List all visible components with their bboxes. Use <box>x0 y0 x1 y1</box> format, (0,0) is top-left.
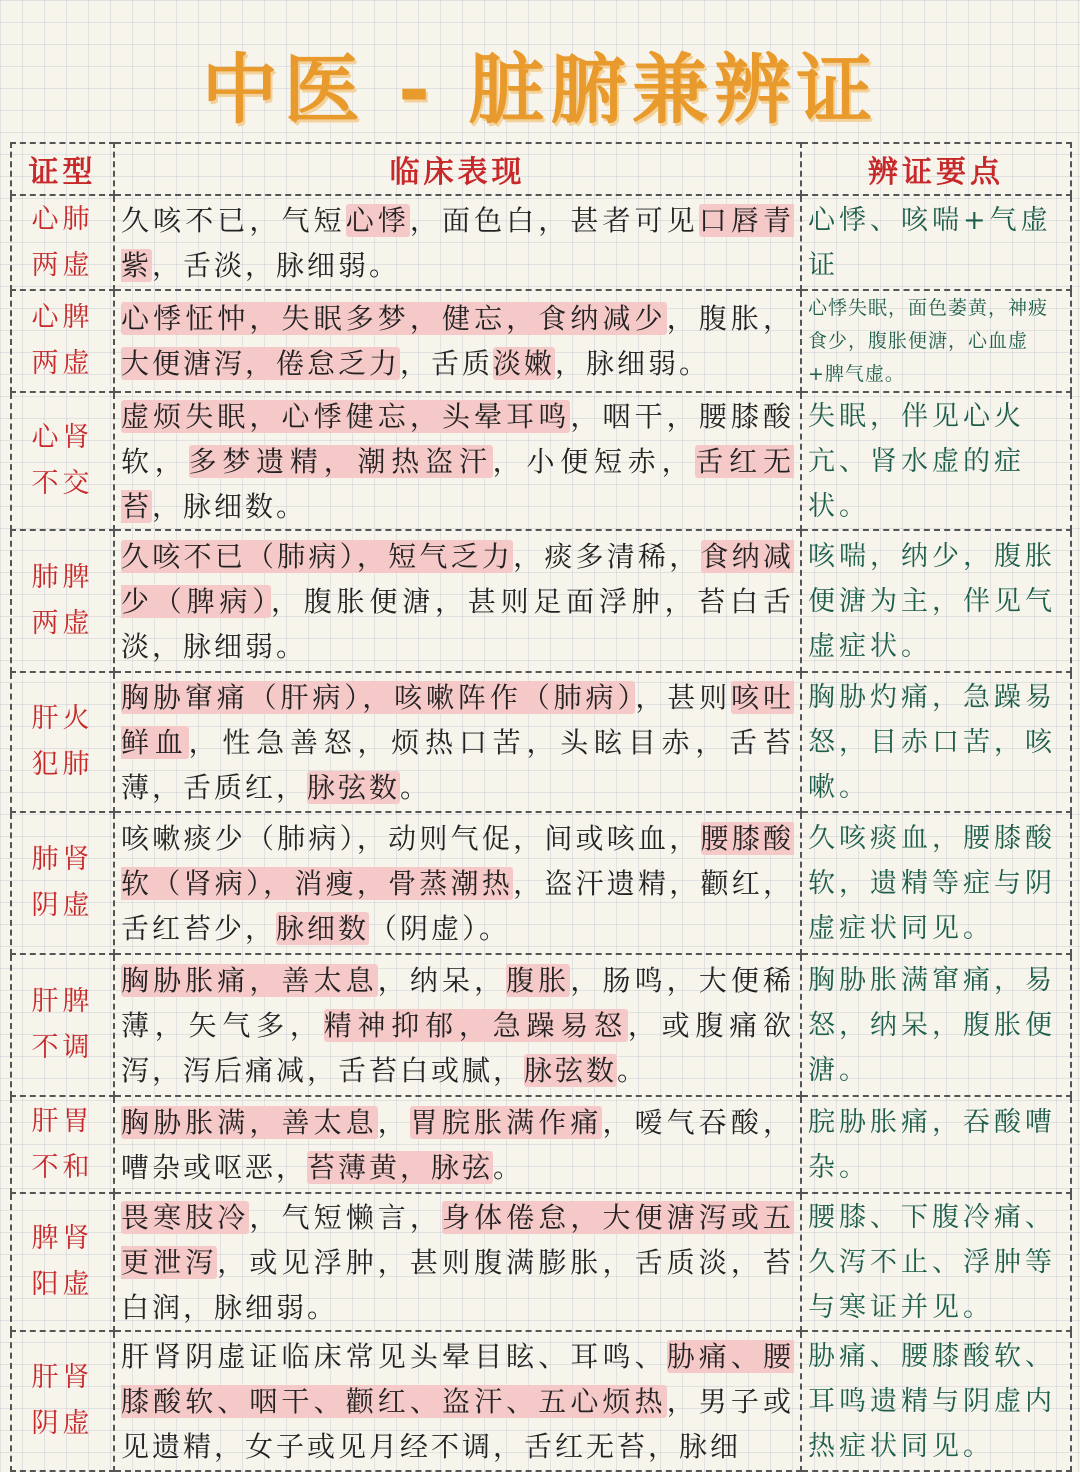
highlighted-symptom: 胸胁窜痛（肝病），咳嗽阵作（肺病） <box>121 680 636 714</box>
table-body <box>11 195 1071 1471</box>
highlighted-symptom: 胸胁胀痛，善太息 <box>121 963 378 997</box>
syndrome-type-line: 不交 <box>31 468 94 499</box>
symptom-text: ，腹胀便溏，甚则足面浮肿，苔白舌淡，脉细弱。 <box>121 584 794 663</box>
key-points-cell: 胸胁灼痛，急躁易怒，目赤口苦，咳嗽。 <box>801 672 1071 812</box>
syndrome-type-cell <box>11 1331 114 1471</box>
key-points-cell: 失眠，伴见心火亢、肾水虚的症状。 <box>801 392 1071 530</box>
symptom-text: 。 <box>400 770 432 804</box>
highlighted-symptom: 心悸怔忡，失眠多梦，健忘，食纳减少 <box>121 302 667 335</box>
table-row <box>11 195 1071 290</box>
symptom-text: 咳嗽痰少（肺病），动则气促，间或咳血， <box>121 821 701 855</box>
highlighted-symptom: 苔薄黄，脉弦 <box>307 1150 494 1184</box>
table-row <box>11 1193 1071 1331</box>
syndrome-type-cell <box>11 672 114 812</box>
symptom-text: ，舌淡，脉细弱。 <box>152 248 401 282</box>
symptom-text: ，男子或见遗精，女子或见月经不调，舌红无苔，脉细 <box>121 1384 794 1463</box>
symptom-text: ，咽干，腰膝酸软， <box>121 399 794 478</box>
syndrome-type-line: 阴虚 <box>31 890 94 921</box>
symptom-text: ，腹胀， <box>666 302 794 335</box>
table-row <box>11 530 1071 672</box>
highlighted-symptom: 心悸 <box>345 203 410 237</box>
symptom-text: ，面色白，甚者可见 <box>409 203 699 237</box>
key-points-cell: 脘胁胀痛，吞酸嘈杂。 <box>801 1096 1071 1193</box>
symptom-text: ，甚则 <box>635 680 732 714</box>
table-row <box>11 290 1071 392</box>
syndrome-type-cell <box>11 1193 114 1331</box>
symptom-text: ，或见浮肿，甚则腹满膨胀，舌质淡，苔白润，脉细弱。 <box>121 1245 794 1324</box>
symptom-text: ，气短懒言， <box>249 1200 442 1234</box>
syndrome-type-line: 肺肾 <box>31 844 94 875</box>
symptom-text: 久咳不已，气短 <box>121 203 346 237</box>
clinical-manifestation-cell <box>114 290 801 392</box>
syndrome-type-cell <box>11 195 114 290</box>
symptom-text: ， <box>377 1105 410 1139</box>
syndrome-type-cell <box>11 1096 114 1193</box>
clinical-manifestation-cell <box>114 1096 801 1193</box>
highlighted-symptom: 脉弦数 <box>524 1053 618 1087</box>
highlighted-symptom: 口唇青紫 <box>121 203 794 282</box>
symptom-text: ，舌质 <box>400 347 494 380</box>
highlighted-symptom: 精神抑郁，急躁易怒 <box>323 1008 628 1042</box>
table-row <box>11 812 1071 954</box>
symptom-text: ，脉细弱。 <box>555 347 711 380</box>
table-row <box>11 392 1071 530</box>
syndrome-type-cell <box>11 530 114 672</box>
syndrome-type-cell <box>11 392 114 530</box>
syndrome-type-line: 两虚 <box>31 348 94 379</box>
symptom-text: ，肠鸣，大便稀薄，矢气多， <box>121 963 794 1042</box>
syndrome-type-line: 肝肾 <box>31 1362 94 1393</box>
highlighted-symptom: 淡嫩 <box>493 347 556 380</box>
header-clinical-manifestation: 临床表现 <box>114 143 801 195</box>
highlighted-symptom: 舌红无苔 <box>121 444 794 523</box>
clinical-manifestation-cell <box>114 812 801 954</box>
key-points-cell: 心悸失眠，面色萎黄，神疲食少，腹胀便溏，心血虚+脾气虚。 <box>801 290 1071 392</box>
highlighted-symptom: 虚烦失眠，心悸健忘，头晕耳鸣 <box>121 399 571 433</box>
clinical-manifestation-cell <box>114 1193 801 1331</box>
highlighted-symptom: 腹胀 <box>506 963 571 997</box>
symptom-text: ，痰多清稀， <box>513 539 701 573</box>
syndrome-type-line: 肝火 <box>31 703 94 734</box>
syndrome-type-line: 阴虚 <box>31 1408 94 1439</box>
syndrome-type-line: 肝胃 <box>31 1105 94 1137</box>
clinical-manifestation-cell <box>114 954 801 1096</box>
key-points-cell: 心悸、咳喘+气虚证 <box>801 195 1071 290</box>
clinical-manifestation-cell <box>114 195 801 290</box>
header-key-points: 辨证要点 <box>801 143 1071 195</box>
clinical-manifestation-cell <box>114 530 801 672</box>
highlighted-symptom: 食纳减少（脾病） <box>121 539 794 618</box>
highlighted-symptom: 胸胁胀满，善太息 <box>121 1105 378 1139</box>
syndrome-type-line: 肺脾 <box>31 562 94 593</box>
key-points-cell: 胸胁胀满窜痛，易怒，纳呆，腹胀便溏。 <box>801 954 1071 1096</box>
syndrome-type-line: 两虚 <box>31 608 94 639</box>
syndrome-type-line: 两虚 <box>31 249 94 281</box>
highlighted-symptom: 脉弦数 <box>307 770 401 804</box>
syndrome-type-line: 不和 <box>31 1151 94 1183</box>
symptom-text: （阴虚）。 <box>369 911 511 945</box>
symptom-text: ，性急善怒，烦热口苦，头眩目赤，舌苔薄，舌质红， <box>121 725 794 804</box>
highlighted-symptom: 胁痛、腰膝酸软、咽干、颧红、盗汗、五心烦热 <box>121 1339 794 1418</box>
header-syndrome-type: 证型 <box>11 143 114 195</box>
syndrome-type-cell <box>11 290 114 392</box>
syndrome-type-line: 心脾 <box>31 302 94 333</box>
symptom-text: ，小便短赤， <box>492 444 696 478</box>
highlighted-symptom: 咳吐鲜血 <box>121 680 794 759</box>
highlighted-symptom: 多梦遗精，潮热盗汗 <box>188 444 493 478</box>
key-points-cell: 腰膝、下腹冷痛、久泻不止、浮肿等与寒证并见。 <box>801 1193 1071 1331</box>
table-header-row <box>11 143 1071 195</box>
key-points-cell: 咳喘，纳少，腹胀便溏为主，伴见气虚症状。 <box>801 530 1071 672</box>
syndrome-type-line: 阳虚 <box>31 1269 94 1300</box>
symptom-text: 。 <box>617 1053 649 1087</box>
highlighted-symptom: 脉细数 <box>276 911 370 945</box>
table-row <box>11 1331 1071 1471</box>
symptom-text: ，脉细数。 <box>152 489 308 523</box>
highlighted-symptom: 久咳不已（肺病），短气乏力 <box>121 539 514 573</box>
symptom-text: ，纳呆， <box>377 963 507 997</box>
clinical-manifestation-cell <box>114 672 801 812</box>
symptom-text: ，盗汗遗精，颧红，舌红苔少， <box>121 866 794 945</box>
clinical-manifestation-cell <box>114 1331 801 1471</box>
syndrome-type-line: 心肺 <box>31 203 94 235</box>
syndrome-type-line: 不调 <box>31 1032 94 1063</box>
highlighted-symptom: 大便溏泻，倦怠乏力 <box>121 347 401 380</box>
syndrome-type-line: 犯肺 <box>31 749 94 780</box>
symptom-text: ，或腹痛欲泻，泻后痛减，舌苔白或腻， <box>121 1008 794 1087</box>
syndrome-type-line: 心肾 <box>31 422 94 453</box>
syndrome-type-line: 脾肾 <box>31 1223 94 1254</box>
table-row <box>11 954 1071 1096</box>
clinical-manifestation-cell <box>114 392 801 530</box>
highlighted-symptom: 畏寒肢冷 <box>121 1200 250 1234</box>
highlighted-symptom: 身体倦怠，大便溏泻或五更泄泻 <box>121 1200 794 1279</box>
syndrome-type-line: 肝脾 <box>31 986 94 1017</box>
symptom-text: 。 <box>493 1150 525 1184</box>
table-row <box>11 1096 1071 1193</box>
key-points-cell: 胁痛、腰膝酸软、耳鸣遗精与阴虚内热症状同见。 <box>801 1331 1071 1471</box>
syndrome-table <box>10 142 1072 1472</box>
syndrome-type-cell <box>11 812 114 954</box>
page-title: 中医 - 脏腑兼辨证 <box>201 45 879 134</box>
highlighted-symptom: 腰膝酸软（肾病），消瘦，骨蒸潮热 <box>121 821 794 900</box>
symptom-text: 肝肾阴虚证临床常见头晕目眩、耳鸣、 <box>121 1339 667 1373</box>
highlighted-symptom: 胃脘胀满作痛 <box>409 1105 603 1139</box>
symptom-text: ，嗳气吞酸，嘈杂或呕恶， <box>121 1105 794 1184</box>
table-row <box>11 672 1071 812</box>
key-points-cell: 久咳痰血，腰膝酸软，遗精等症与阴虚症状同见。 <box>801 812 1071 954</box>
syndrome-type-cell <box>11 954 114 1096</box>
